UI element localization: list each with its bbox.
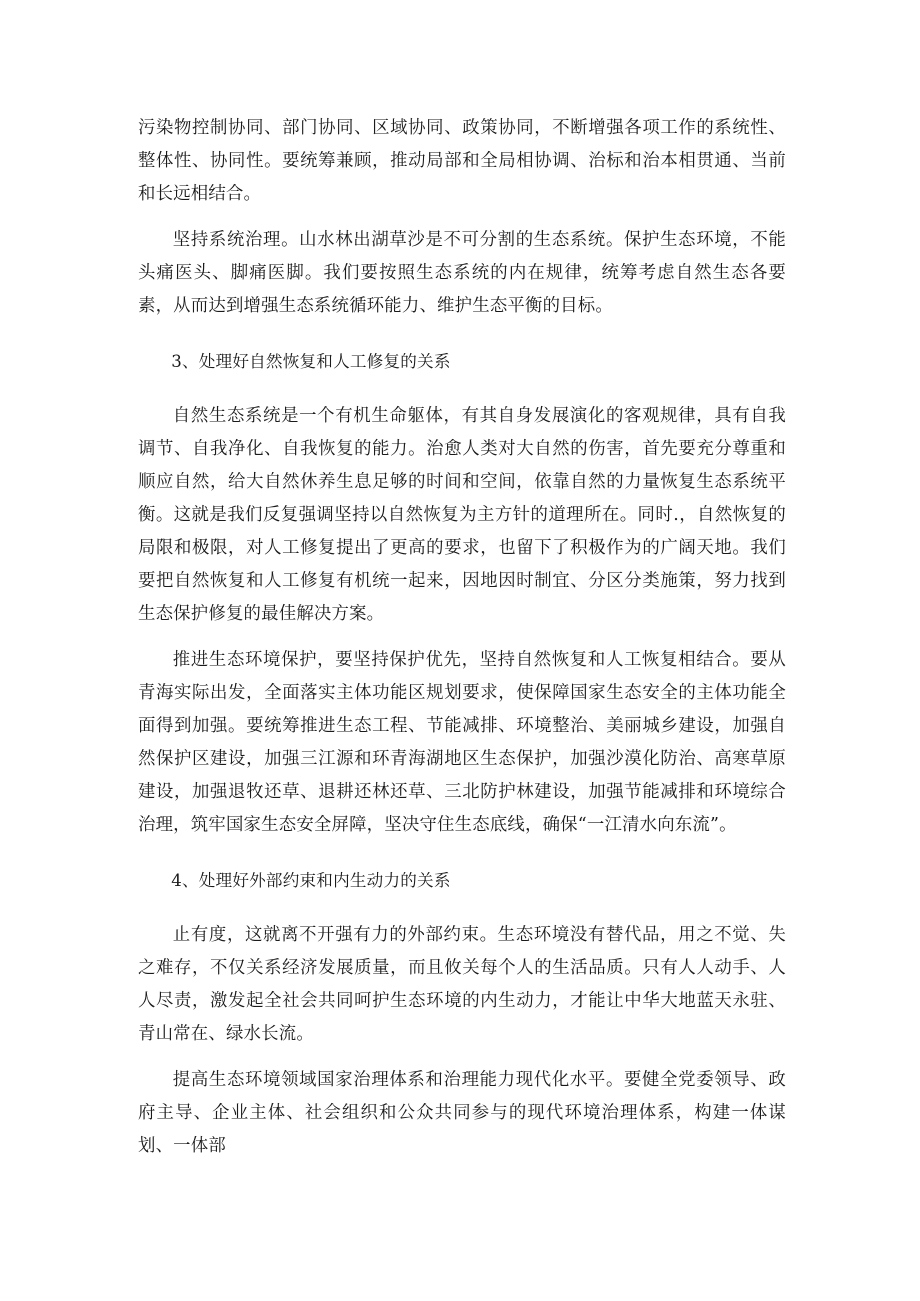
- paragraph-natural-ecosystem: 自然生态系统是一个有机生命躯体，有其自身发展演化的客观规律，具有自我调节、自我净化、自我恢复的能力。治愈人类对大自然的伤害，首先要充分尊重和顺应自然，给大自然休养生息足够的时间和空间，依靠自然的力量恢复生态系统平衡。这就是我们反复强调坚持以自然恢复为主方针的道理所在。同时.，自然恢复的局限和极限，对人工修复提出了更高的要求，也留下了积极作为的广阔天地。我们要把自然恢复和人工修复有机统一起来，因地因时制宜、分区分类施策，努力找到生态保护修复的最佳解决方案。: [138, 406, 786, 624]
- section-heading-3: 3、处理好自然恢复和人工修复的关系: [171, 352, 451, 371]
- paragraph-qinghai-protection: 推进生态环境保护，要坚持保护优先，坚持自然恢复和人工恢复相结合。要从青海实际出发，全面落实主体功能区规划要求，使保障国家生态安全的主体功能全面得到加强。要统筹推进生态工程、节能减排、环境整治、美丽城乡建设，加强自然保护区建设，加强三江源和环青海湖地区生态保护，加强沙漠化防治、高寒草原建设，加强退牧还草、退耕还林还草、三北防护林建设，加强节能减排和环境综合治理，筑牢国家生态安全屏障，坚决守住生态底线，确保“一江清水向东流”。: [138, 650, 786, 835]
- section-heading-4: 4、处理好外部约束和内生动力的关系: [171, 871, 451, 890]
- paragraph-coordination-end: 污染物控制协同、部门协同、区域协同、政策协同，不断增强各项工作的系统性、整体性、协同性。要统筹兼顾，推动局部和全局相协调、治标和治本相贯通、当前和长远相结合。: [138, 118, 786, 204]
- paragraph-governance-modernization: 提高生态环境领域国家治理体系和治理能力现代化水平。要健全党委领导、政府主导、企业主体、社会组织和公众共同参与的现代环境治理体系，构建一体谋划、一体部: [138, 1070, 786, 1156]
- paragraph-systematic-governance: 坚持系统治理。山水林出湖草沙是不可分割的生态系统。保护生态环境，不能头痛医头、脚痛医脚。我们要按照生态系统的内在规律，统筹考虑自然生态各要素，从而达到增强生态系统循环能力、维护生态平衡的目标。: [138, 230, 786, 316]
- paragraph-external-constraint: 止有度，这就离不开强有力的外部约束。生态环境没有替代品，用之不觉、失之难存，不仅关系经济发展质量，而且攸关每个人的生活品质。只有人人动手、人人尽责，激发起全社会共同呵护生态环境的内生动力，才能让中华大地蓝天永驻、青山常在、绿水长流。: [138, 925, 786, 1044]
- document-page: [138, 112, 786, 1163]
